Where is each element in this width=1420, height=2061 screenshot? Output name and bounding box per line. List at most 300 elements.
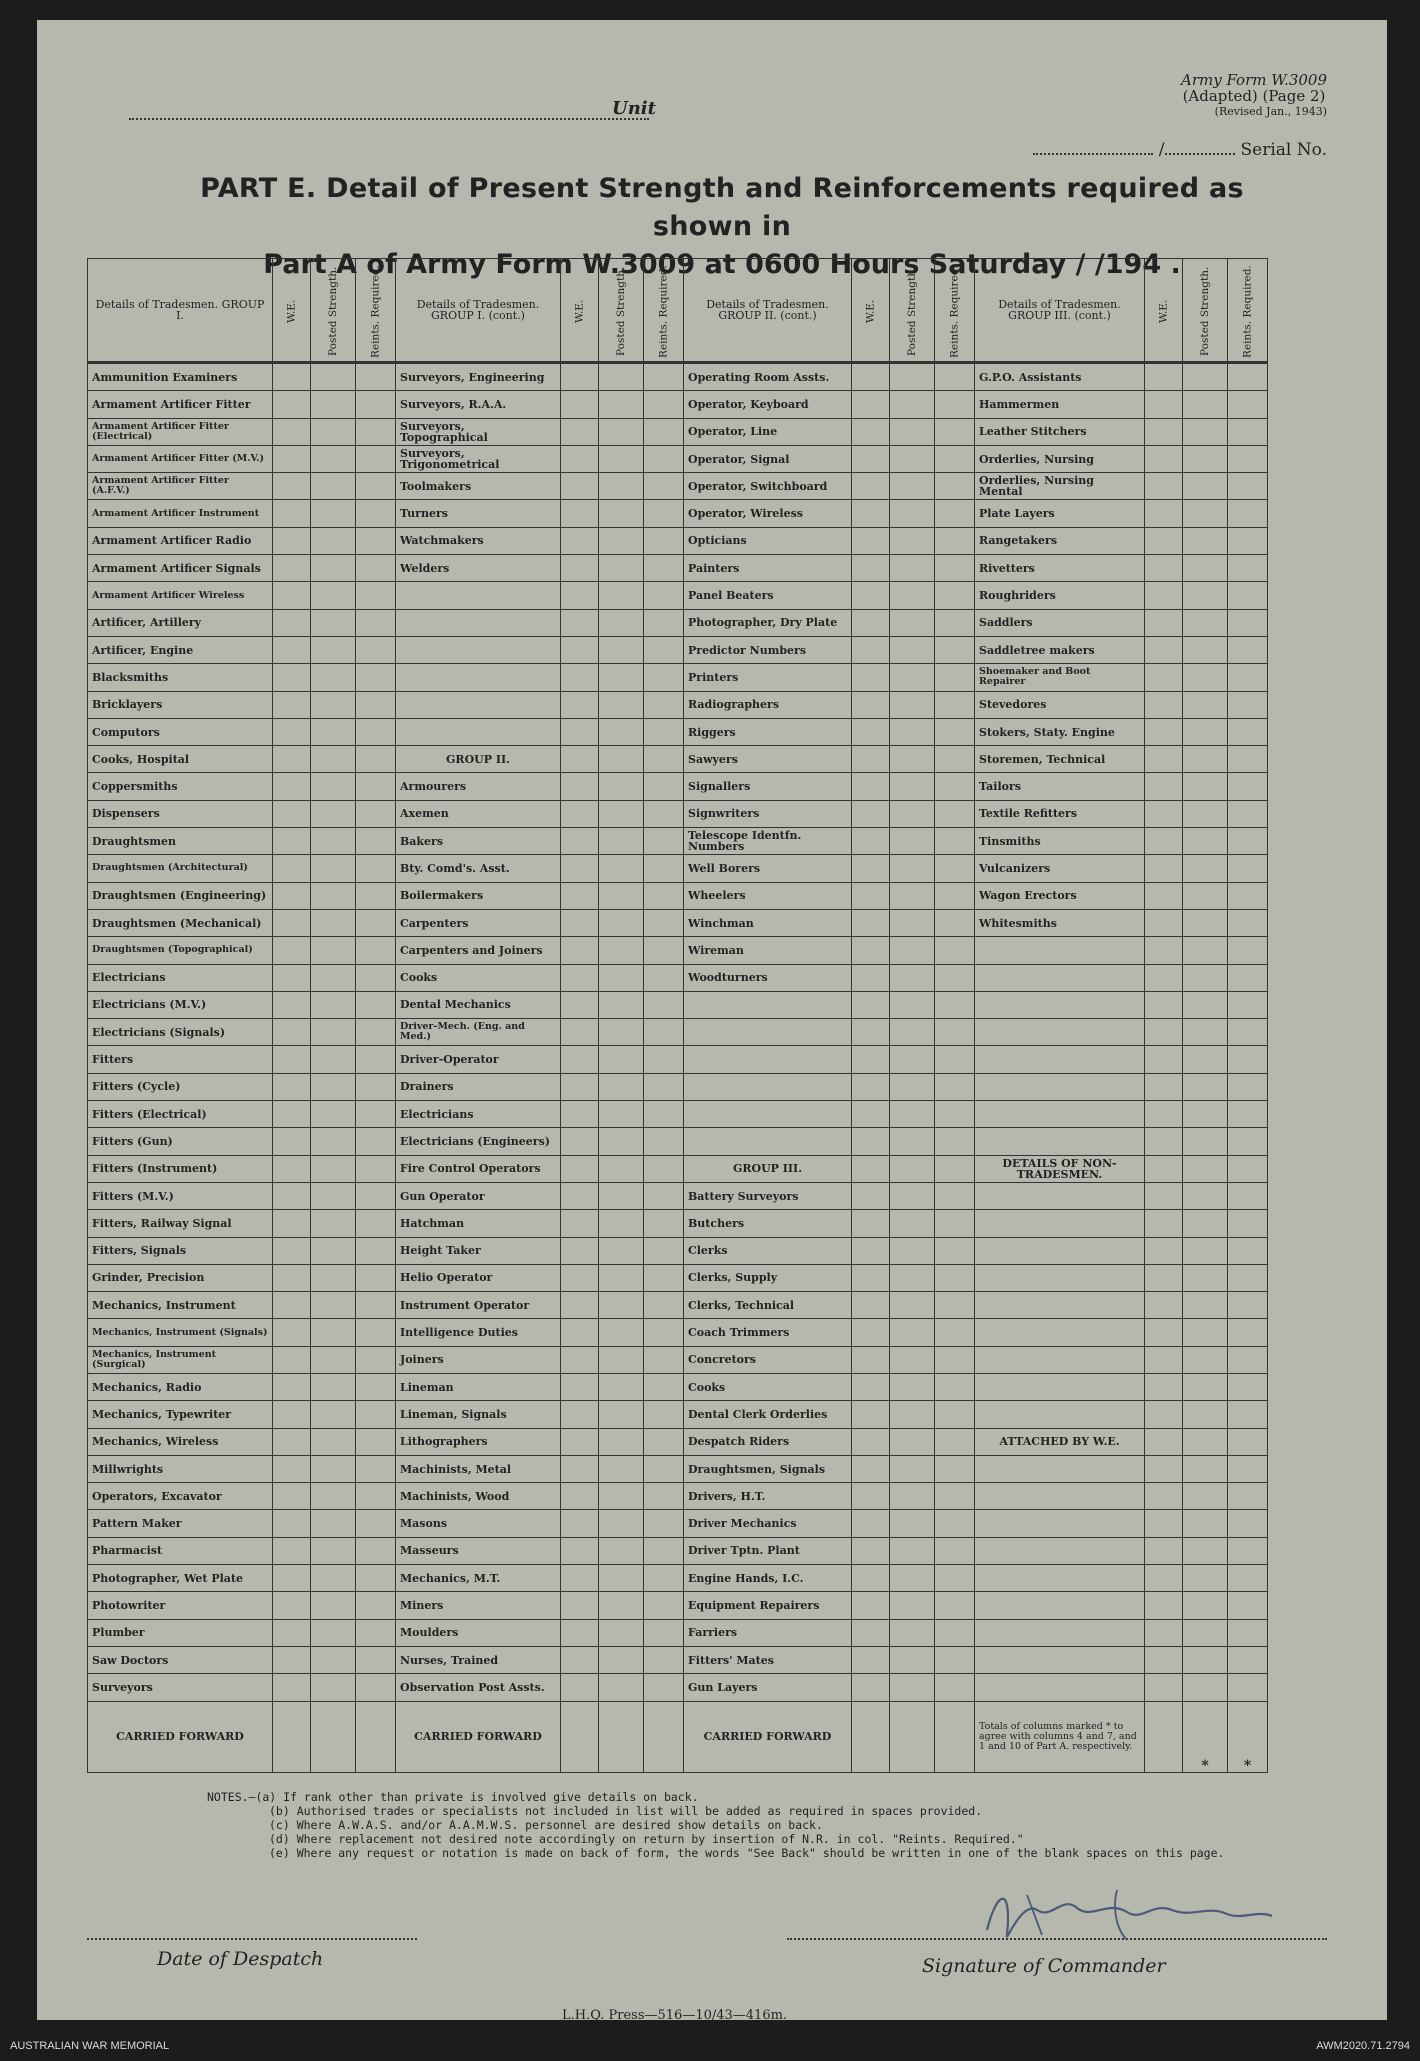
reints-required-cell[interactable] <box>935 1046 975 1073</box>
reints-required-cell[interactable] <box>356 855 396 882</box>
we-entry-cell[interactable] <box>561 1455 599 1482</box>
reints-required-cell[interactable] <box>644 1565 684 1592</box>
posted-strength-cell[interactable] <box>1183 1346 1228 1373</box>
we-entry-cell[interactable] <box>561 1401 599 1428</box>
posted-strength-cell[interactable] <box>599 664 644 691</box>
we-entry-cell[interactable] <box>561 500 599 527</box>
we-entry-cell[interactable] <box>561 1646 599 1673</box>
reints-required-cell[interactable] <box>356 1237 396 1264</box>
posted-strength-cell[interactable] <box>1183 555 1228 582</box>
we-entry-cell[interactable] <box>273 473 311 500</box>
reints-required-cell[interactable] <box>1228 718 1268 745</box>
posted-strength-cell[interactable] <box>1183 1401 1228 1428</box>
we-entry-cell[interactable] <box>1145 1483 1183 1510</box>
we-entry-cell[interactable] <box>561 1537 599 1564</box>
reints-required-cell[interactable] <box>644 1483 684 1510</box>
we-entry-cell[interactable] <box>852 746 890 773</box>
posted-strength-cell[interactable] <box>311 773 356 800</box>
posted-strength-cell[interactable] <box>890 1592 935 1619</box>
we-entry-cell[interactable] <box>273 1510 311 1537</box>
posted-strength-cell[interactable] <box>890 527 935 554</box>
carried-forward-entry[interactable] <box>273 1701 311 1772</box>
reints-required-cell[interactable] <box>644 636 684 663</box>
posted-strength-cell[interactable] <box>599 1264 644 1291</box>
posted-strength-cell[interactable] <box>599 500 644 527</box>
reints-required-cell[interactable] <box>1228 1292 1268 1319</box>
posted-strength-cell[interactable] <box>599 1455 644 1482</box>
reints-required-cell[interactable] <box>644 909 684 936</box>
reints-required-cell[interactable] <box>1228 445 1268 472</box>
posted-strength-cell[interactable] <box>890 500 935 527</box>
posted-strength-cell[interactable] <box>311 664 356 691</box>
reints-required-cell[interactable] <box>356 664 396 691</box>
posted-strength-cell[interactable] <box>890 664 935 691</box>
we-entry-cell[interactable] <box>561 746 599 773</box>
we-entry-cell[interactable] <box>852 1401 890 1428</box>
posted-strength-cell[interactable] <box>1183 691 1228 718</box>
we-entry-cell[interactable] <box>852 1019 890 1046</box>
we-entry-cell[interactable] <box>852 1264 890 1291</box>
we-entry-cell[interactable] <box>852 418 890 445</box>
reints-required-cell[interactable] <box>1228 1264 1268 1291</box>
we-entry-cell[interactable] <box>273 555 311 582</box>
carried-forward-entry[interactable] <box>935 1701 975 1772</box>
reints-required-cell[interactable] <box>935 1182 975 1209</box>
posted-strength-cell[interactable] <box>890 1373 935 1400</box>
posted-strength-cell[interactable] <box>890 1128 935 1155</box>
posted-strength-cell[interactable] <box>311 1428 356 1455</box>
posted-strength-cell[interactable] <box>890 1483 935 1510</box>
we-entry-cell[interactable] <box>1145 1128 1183 1155</box>
posted-strength-cell[interactable] <box>599 1646 644 1673</box>
we-entry-cell[interactable] <box>852 1674 890 1701</box>
posted-strength-cell[interactable] <box>599 1292 644 1319</box>
posted-strength-cell[interactable] <box>890 1292 935 1319</box>
we-entry-cell[interactable] <box>852 691 890 718</box>
we-entry-cell[interactable] <box>561 964 599 991</box>
posted-strength-cell[interactable] <box>1183 1373 1228 1400</box>
we-entry-cell[interactable] <box>561 691 599 718</box>
reints-required-cell[interactable] <box>935 1155 975 1182</box>
we-entry-cell[interactable] <box>852 937 890 964</box>
we-entry-cell[interactable] <box>561 882 599 909</box>
we-entry-cell[interactable] <box>561 773 599 800</box>
posted-strength-cell[interactable] <box>890 991 935 1018</box>
carried-forward-entry[interactable]: * <box>1228 1701 1268 1772</box>
posted-strength-cell[interactable] <box>599 882 644 909</box>
posted-strength-cell[interactable] <box>599 909 644 936</box>
posted-strength-cell[interactable] <box>890 1155 935 1182</box>
reints-required-cell[interactable] <box>644 1237 684 1264</box>
we-entry-cell[interactable] <box>852 1565 890 1592</box>
posted-strength-cell[interactable] <box>311 1155 356 1182</box>
reints-required-cell[interactable] <box>935 1210 975 1237</box>
we-entry-cell[interactable] <box>273 937 311 964</box>
posted-strength-cell[interactable] <box>890 1428 935 1455</box>
we-entry-cell[interactable] <box>561 1155 599 1182</box>
posted-strength-cell[interactable] <box>1183 1483 1228 1510</box>
we-entry-cell[interactable] <box>561 718 599 745</box>
reints-required-cell[interactable] <box>1228 1073 1268 1100</box>
we-entry-cell[interactable] <box>852 363 890 391</box>
posted-strength-cell[interactable] <box>1183 1155 1228 1182</box>
posted-strength-cell[interactable] <box>890 746 935 773</box>
reints-required-cell[interactable] <box>935 500 975 527</box>
posted-strength-cell[interactable] <box>1183 418 1228 445</box>
posted-strength-cell[interactable] <box>1183 1101 1228 1128</box>
posted-strength-cell[interactable] <box>311 909 356 936</box>
reints-required-cell[interactable] <box>356 1592 396 1619</box>
reints-required-cell[interactable] <box>356 500 396 527</box>
posted-strength-cell[interactable] <box>599 1619 644 1646</box>
reints-required-cell[interactable] <box>935 391 975 418</box>
posted-strength-cell[interactable] <box>311 527 356 554</box>
reints-required-cell[interactable] <box>1228 418 1268 445</box>
reints-required-cell[interactable] <box>1228 773 1268 800</box>
reints-required-cell[interactable] <box>356 636 396 663</box>
reints-required-cell[interactable] <box>935 691 975 718</box>
posted-strength-cell[interactable] <box>311 800 356 827</box>
posted-strength-cell[interactable] <box>311 1674 356 1701</box>
we-entry-cell[interactable] <box>561 1674 599 1701</box>
posted-strength-cell[interactable] <box>311 828 356 855</box>
posted-strength-cell[interactable] <box>890 1401 935 1428</box>
reints-required-cell[interactable] <box>1228 1319 1268 1346</box>
reints-required-cell[interactable] <box>935 937 975 964</box>
posted-strength-cell[interactable] <box>1183 445 1228 472</box>
reints-required-cell[interactable] <box>356 1537 396 1564</box>
posted-strength-cell[interactable] <box>311 691 356 718</box>
we-entry-cell[interactable] <box>852 1210 890 1237</box>
reints-required-cell[interactable] <box>644 1292 684 1319</box>
carried-forward-entry[interactable] <box>311 1701 356 1772</box>
we-entry-cell[interactable] <box>852 1292 890 1319</box>
posted-strength-cell[interactable] <box>890 964 935 991</box>
reints-required-cell[interactable] <box>644 855 684 882</box>
we-entry-cell[interactable] <box>561 582 599 609</box>
we-entry-cell[interactable] <box>273 1346 311 1373</box>
posted-strength-cell[interactable] <box>890 718 935 745</box>
posted-strength-cell[interactable] <box>311 363 356 391</box>
we-entry-cell[interactable] <box>1145 1292 1183 1319</box>
posted-strength-cell[interactable] <box>1183 1646 1228 1673</box>
posted-strength-cell[interactable] <box>1183 1510 1228 1537</box>
we-entry-cell[interactable] <box>561 1073 599 1100</box>
posted-strength-cell[interactable] <box>311 1565 356 1592</box>
we-entry-cell[interactable] <box>561 636 599 663</box>
we-entry-cell[interactable] <box>852 609 890 636</box>
we-entry-cell[interactable] <box>852 855 890 882</box>
reints-required-cell[interactable] <box>644 1428 684 1455</box>
we-entry-cell[interactable] <box>1145 882 1183 909</box>
reints-required-cell[interactable] <box>356 718 396 745</box>
we-entry-cell[interactable] <box>561 418 599 445</box>
posted-strength-cell[interactable] <box>599 1182 644 1209</box>
posted-strength-cell[interactable] <box>599 1401 644 1428</box>
we-entry-cell[interactable] <box>852 1510 890 1537</box>
reints-required-cell[interactable] <box>1228 909 1268 936</box>
we-entry-cell[interactable] <box>561 991 599 1018</box>
reints-required-cell[interactable] <box>644 473 684 500</box>
reints-required-cell[interactable] <box>356 691 396 718</box>
reints-required-cell[interactable] <box>935 773 975 800</box>
we-entry-cell[interactable] <box>273 1155 311 1182</box>
posted-strength-cell[interactable] <box>1183 1264 1228 1291</box>
carried-forward-entry[interactable] <box>644 1701 684 1772</box>
we-entry-cell[interactable] <box>852 500 890 527</box>
posted-strength-cell[interactable] <box>311 1073 356 1100</box>
we-entry-cell[interactable] <box>1145 636 1183 663</box>
reints-required-cell[interactable] <box>935 1619 975 1646</box>
we-entry-cell[interactable] <box>273 1428 311 1455</box>
reints-required-cell[interactable] <box>644 363 684 391</box>
we-entry-cell[interactable] <box>561 609 599 636</box>
reints-required-cell[interactable] <box>644 1619 684 1646</box>
posted-strength-cell[interactable] <box>890 1537 935 1564</box>
posted-strength-cell[interactable] <box>890 445 935 472</box>
we-entry-cell[interactable] <box>852 527 890 554</box>
reints-required-cell[interactable] <box>644 1646 684 1673</box>
posted-strength-cell[interactable] <box>599 1483 644 1510</box>
we-entry-cell[interactable] <box>273 1401 311 1428</box>
reints-required-cell[interactable] <box>644 1455 684 1482</box>
posted-strength-cell[interactable] <box>890 473 935 500</box>
reints-required-cell[interactable] <box>644 1101 684 1128</box>
reints-required-cell[interactable] <box>935 1592 975 1619</box>
we-entry-cell[interactable] <box>852 1646 890 1673</box>
we-entry-cell[interactable] <box>1145 1237 1183 1264</box>
reints-required-cell[interactable] <box>644 582 684 609</box>
reints-required-cell[interactable] <box>356 937 396 964</box>
reints-required-cell[interactable] <box>644 555 684 582</box>
we-entry-cell[interactable] <box>852 1101 890 1128</box>
we-entry-cell[interactable] <box>561 391 599 418</box>
reints-required-cell[interactable] <box>356 909 396 936</box>
reints-required-cell[interactable] <box>356 1128 396 1155</box>
posted-strength-cell[interactable] <box>1183 1674 1228 1701</box>
reints-required-cell[interactable] <box>644 609 684 636</box>
reints-required-cell[interactable] <box>356 1019 396 1046</box>
reints-required-cell[interactable] <box>935 1510 975 1537</box>
posted-strength-cell[interactable] <box>1183 1237 1228 1264</box>
we-entry-cell[interactable] <box>1145 473 1183 500</box>
we-entry-cell[interactable] <box>852 664 890 691</box>
reints-required-cell[interactable] <box>1228 1565 1268 1592</box>
posted-strength-cell[interactable] <box>1183 1537 1228 1564</box>
posted-strength-cell[interactable] <box>890 1646 935 1673</box>
we-entry-cell[interactable] <box>561 1046 599 1073</box>
we-entry-cell[interactable] <box>1145 1537 1183 1564</box>
we-entry-cell[interactable] <box>561 1319 599 1346</box>
carried-forward-entry[interactable] <box>561 1701 599 1772</box>
reints-required-cell[interactable] <box>935 909 975 936</box>
we-entry-cell[interactable] <box>1145 937 1183 964</box>
we-entry-cell[interactable] <box>273 1619 311 1646</box>
posted-strength-cell[interactable] <box>1183 391 1228 418</box>
posted-strength-cell[interactable] <box>599 527 644 554</box>
we-entry-cell[interactable] <box>1145 1210 1183 1237</box>
posted-strength-cell[interactable] <box>599 964 644 991</box>
reints-required-cell[interactable] <box>935 991 975 1018</box>
posted-strength-cell[interactable] <box>890 1619 935 1646</box>
we-entry-cell[interactable] <box>1145 418 1183 445</box>
reints-required-cell[interactable] <box>1228 1483 1268 1510</box>
we-entry-cell[interactable] <box>561 1373 599 1400</box>
reints-required-cell[interactable] <box>935 609 975 636</box>
reints-required-cell[interactable] <box>1228 1537 1268 1564</box>
reints-required-cell[interactable] <box>356 418 396 445</box>
posted-strength-cell[interactable] <box>599 1155 644 1182</box>
reints-required-cell[interactable] <box>935 1128 975 1155</box>
reints-required-cell[interactable] <box>644 1592 684 1619</box>
posted-strength-cell[interactable] <box>599 1537 644 1564</box>
posted-strength-cell[interactable] <box>599 1592 644 1619</box>
posted-strength-cell[interactable] <box>599 828 644 855</box>
reints-required-cell[interactable] <box>356 1182 396 1209</box>
posted-strength-cell[interactable] <box>890 1046 935 1073</box>
posted-strength-cell[interactable] <box>599 363 644 391</box>
posted-strength-cell[interactable] <box>311 418 356 445</box>
reints-required-cell[interactable] <box>644 1373 684 1400</box>
posted-strength-cell[interactable] <box>1183 1073 1228 1100</box>
we-entry-cell[interactable] <box>1145 1428 1183 1455</box>
reints-required-cell[interactable] <box>644 1510 684 1537</box>
posted-strength-cell[interactable] <box>311 1128 356 1155</box>
posted-strength-cell[interactable] <box>311 1619 356 1646</box>
reints-required-cell[interactable] <box>935 664 975 691</box>
we-entry-cell[interactable] <box>273 1483 311 1510</box>
reints-required-cell[interactable] <box>935 855 975 882</box>
we-entry-cell[interactable] <box>852 882 890 909</box>
reints-required-cell[interactable] <box>356 991 396 1018</box>
reints-required-cell[interactable] <box>356 1155 396 1182</box>
we-entry-cell[interactable] <box>561 1619 599 1646</box>
we-entry-cell[interactable] <box>1145 391 1183 418</box>
reints-required-cell[interactable] <box>1228 1619 1268 1646</box>
we-entry-cell[interactable] <box>273 1128 311 1155</box>
we-entry-cell[interactable] <box>273 964 311 991</box>
reints-required-cell[interactable] <box>356 1483 396 1510</box>
reints-required-cell[interactable] <box>356 555 396 582</box>
we-entry-cell[interactable] <box>1145 1646 1183 1673</box>
reints-required-cell[interactable] <box>644 527 684 554</box>
posted-strength-cell[interactable] <box>890 691 935 718</box>
we-entry-cell[interactable] <box>561 1237 599 1264</box>
reints-required-cell[interactable] <box>1228 882 1268 909</box>
posted-strength-cell[interactable] <box>1183 718 1228 745</box>
posted-strength-cell[interactable] <box>599 391 644 418</box>
reints-required-cell[interactable] <box>935 1483 975 1510</box>
reints-required-cell[interactable] <box>356 1346 396 1373</box>
posted-strength-cell[interactable] <box>890 636 935 663</box>
we-entry-cell[interactable] <box>273 500 311 527</box>
we-entry-cell[interactable] <box>273 773 311 800</box>
reints-required-cell[interactable] <box>644 964 684 991</box>
we-entry-cell[interactable] <box>561 1592 599 1619</box>
we-entry-cell[interactable] <box>1145 1592 1183 1619</box>
posted-strength-cell[interactable] <box>1183 1592 1228 1619</box>
posted-strength-cell[interactable] <box>599 1319 644 1346</box>
reints-required-cell[interactable] <box>935 964 975 991</box>
reints-required-cell[interactable] <box>1228 1182 1268 1209</box>
reints-required-cell[interactable] <box>356 1565 396 1592</box>
we-entry-cell[interactable] <box>561 800 599 827</box>
we-entry-cell[interactable] <box>1145 1264 1183 1291</box>
reints-required-cell[interactable] <box>356 1646 396 1673</box>
we-entry-cell[interactable] <box>1145 1401 1183 1428</box>
reints-required-cell[interactable] <box>644 391 684 418</box>
we-entry-cell[interactable] <box>273 1182 311 1209</box>
we-entry-cell[interactable] <box>273 418 311 445</box>
reints-required-cell[interactable] <box>1228 1373 1268 1400</box>
reints-required-cell[interactable] <box>356 882 396 909</box>
reints-required-cell[interactable] <box>1228 582 1268 609</box>
posted-strength-cell[interactable] <box>599 1428 644 1455</box>
we-entry-cell[interactable] <box>1145 1073 1183 1100</box>
we-entry-cell[interactable] <box>1145 800 1183 827</box>
posted-strength-cell[interactable] <box>1183 937 1228 964</box>
reints-required-cell[interactable] <box>1228 391 1268 418</box>
we-entry-cell[interactable] <box>561 1019 599 1046</box>
reints-required-cell[interactable] <box>1228 991 1268 1018</box>
we-entry-cell[interactable] <box>1145 964 1183 991</box>
we-entry-cell[interactable] <box>852 1128 890 1155</box>
we-entry-cell[interactable] <box>561 1128 599 1155</box>
we-entry-cell[interactable] <box>273 1592 311 1619</box>
reints-required-cell[interactable] <box>935 636 975 663</box>
reints-required-cell[interactable] <box>356 1073 396 1100</box>
reints-required-cell[interactable] <box>935 1646 975 1673</box>
we-entry-cell[interactable] <box>273 1046 311 1073</box>
we-entry-cell[interactable] <box>273 527 311 554</box>
reints-required-cell[interactable] <box>644 1210 684 1237</box>
posted-strength-cell[interactable] <box>599 582 644 609</box>
posted-strength-cell[interactable] <box>599 691 644 718</box>
posted-strength-cell[interactable] <box>311 636 356 663</box>
posted-strength-cell[interactable] <box>1183 1428 1228 1455</box>
posted-strength-cell[interactable] <box>599 609 644 636</box>
posted-strength-cell[interactable] <box>1183 1292 1228 1319</box>
we-entry-cell[interactable] <box>561 664 599 691</box>
posted-strength-cell[interactable] <box>311 445 356 472</box>
we-entry-cell[interactable] <box>561 1428 599 1455</box>
we-entry-cell[interactable] <box>561 1182 599 1209</box>
reints-required-cell[interactable] <box>935 473 975 500</box>
we-entry-cell[interactable] <box>852 718 890 745</box>
posted-strength-cell[interactable] <box>890 1674 935 1701</box>
reints-required-cell[interactable] <box>644 1264 684 1291</box>
posted-strength-cell[interactable] <box>1183 1455 1228 1482</box>
we-entry-cell[interactable] <box>561 473 599 500</box>
we-entry-cell[interactable] <box>1145 1046 1183 1073</box>
we-entry-cell[interactable] <box>273 363 311 391</box>
reints-required-cell[interactable] <box>644 991 684 1018</box>
reints-required-cell[interactable] <box>1228 1128 1268 1155</box>
reints-required-cell[interactable] <box>1228 1428 1268 1455</box>
we-entry-cell[interactable] <box>273 909 311 936</box>
posted-strength-cell[interactable] <box>311 555 356 582</box>
reints-required-cell[interactable] <box>356 746 396 773</box>
reints-required-cell[interactable] <box>1228 1510 1268 1537</box>
we-entry-cell[interactable] <box>852 555 890 582</box>
we-entry-cell[interactable] <box>1145 1565 1183 1592</box>
posted-strength-cell[interactable] <box>1183 882 1228 909</box>
reints-required-cell[interactable] <box>1228 1237 1268 1264</box>
we-entry-cell[interactable] <box>1145 773 1183 800</box>
carried-forward-entry[interactable]: * <box>1183 1701 1228 1772</box>
reints-required-cell[interactable] <box>935 1292 975 1319</box>
we-entry-cell[interactable] <box>1145 746 1183 773</box>
